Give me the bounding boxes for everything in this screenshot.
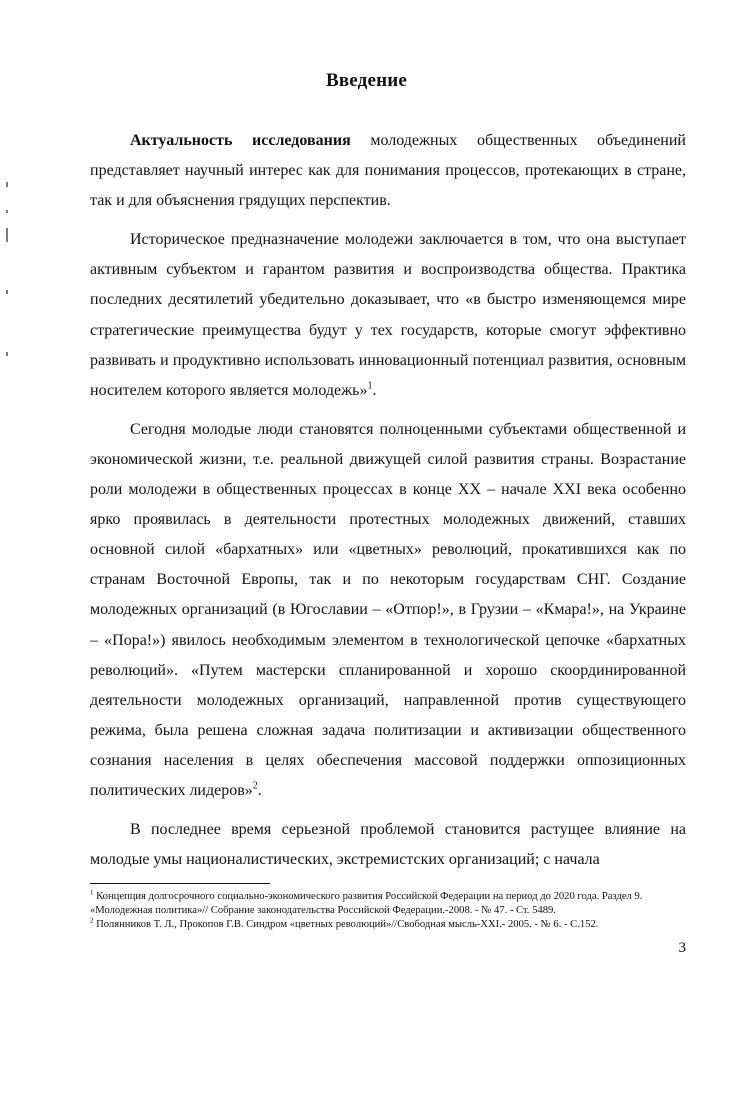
scan-mark <box>6 352 8 356</box>
footnote-ref[interactable]: 2 <box>252 780 258 792</box>
paragraph-end: . <box>257 781 262 799</box>
paragraph-end: . <box>372 381 377 399</box>
paragraph-text: В последнее время серьезной проблемой становится растущее влияние на молодые умы националистических, экстремистских организаций; с начала <box>90 821 686 869</box>
paragraph <box>90 126 686 216</box>
footnote-ref[interactable]: 1 <box>367 380 373 392</box>
paragraph-text: молодежных общественных объединений представляет научный интерес как для понимания процессов, протекающих в стране, так и для объяснения грядущих перспектив. <box>90 132 686 210</box>
scan-mark <box>6 182 8 187</box>
footnote-divider <box>90 883 270 884</box>
footnote <box>90 890 686 918</box>
scan-mark <box>6 290 8 294</box>
footnote-text: Полянников Т. Л., Прокопов Г.В. Синдром «цветных революций»//Свободная мысль-XXI.- 2005. - № 6. - С.152. <box>93 919 599 930</box>
paragraph-text: Сегодня молодые люди становятся полноценными субъектами общественной и экономической жизни, т.е. реальной движущей силой развития страны. Возрастание роли молодежи в общественных процессах в конце XX – начале XXI века особенно ярко проявилась в деятельности протестных молодежных движений, ставших основной силой «бархатных» или «цветных» революций, прокатившихся как по странам Восточной Европы, так и по некоторым государствам СНГ. Создание молодежных организаций (в Югославии – «Отпор!», в Грузии – «Кмара!», на Украине – «Пора!») явилось необходимым элементом в технологической цепочке «бархатных революций». «Путем мастерски спланированной и хорошо скоординированной деятельности молодежных организаций, направленной против существующего режима, была решена сложная задача политизации и активизации общественного сознания населения в целях обеспечения массовой поддержки оппозиционных политических лидеров» <box>90 420 686 799</box>
page-title: Введение <box>325 70 408 91</box>
paragraph-text: Историческое предназначение молодежи заключается в том, что она выступает активным субъектом и гарантом развития и воспроизводства общества. Практика последних десятилетий убедительно доказывает, что «в быстро изменяющемся мире стратегические преимущества будут у тех государств, которые смогут эффективно развивать и продуктивно использовать инновационный потенциал развития, основным носителем которого является молодежь» <box>90 231 686 399</box>
paragraph <box>90 415 686 806</box>
paragraph <box>90 815 686 875</box>
scan-mark <box>6 228 8 242</box>
footnote-text: Концепция долгосрочного социально-экономического развития Российской Федерации на период до 2020 года. Раздел 9. «Молодежная политика»// Собрание законодательства Российской Федерации.-2008. - № 47. - Ст. 5489. <box>90 891 643 916</box>
footnote-mark: 2 <box>90 916 94 925</box>
body-text <box>90 126 686 875</box>
scan-mark <box>6 210 8 213</box>
page-number: 3 <box>678 940 686 956</box>
footnote <box>90 918 686 932</box>
footnotes <box>90 890 686 932</box>
paragraph <box>90 225 686 406</box>
paragraph-lead: Актуальность исследования <box>130 132 351 149</box>
footnote-mark: 1 <box>90 888 94 897</box>
